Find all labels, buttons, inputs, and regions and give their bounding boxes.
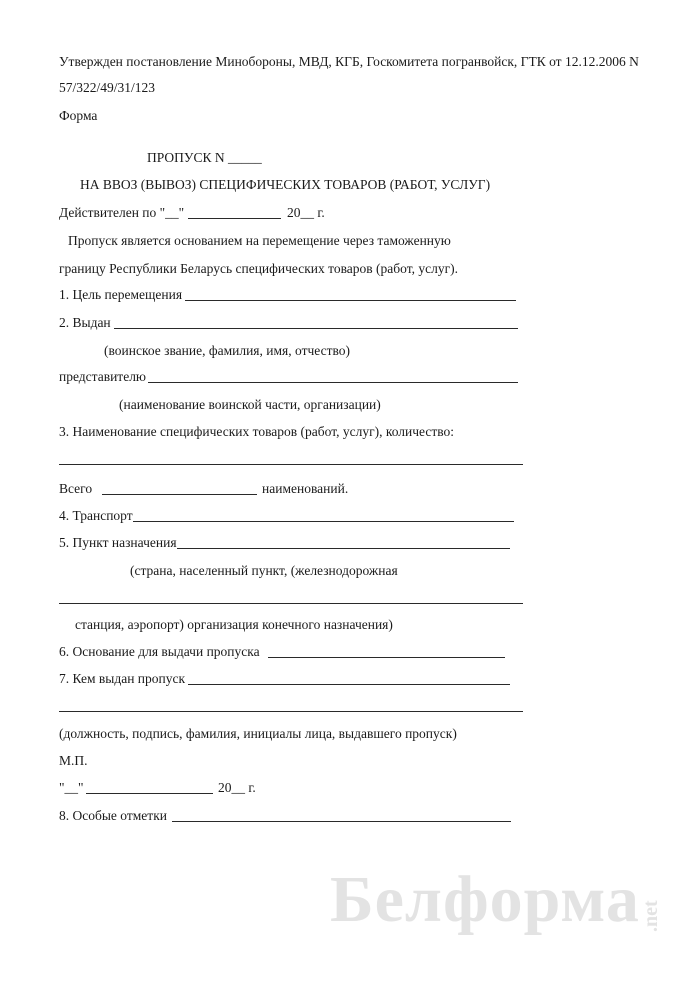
purpose-line[interactable] <box>185 300 516 301</box>
representative-hint: (наименование воинской части, организации) <box>119 397 381 412</box>
validity-year: 20__ г. <box>287 205 325 220</box>
issuer-line-2[interactable] <box>59 711 523 712</box>
pass-number-title: ПРОПУСК N _____ <box>147 150 262 165</box>
date-year: 20__ г. <box>218 780 256 795</box>
watermark-logo: Белформа <box>330 863 640 936</box>
special-notes-line[interactable] <box>172 821 511 822</box>
seal-label: М.П. <box>59 753 88 768</box>
total-suffix: наименований. <box>262 481 349 496</box>
purpose-label: 1. Цель перемещения <box>59 287 183 302</box>
goods-line[interactable] <box>59 464 523 465</box>
issued-to-label: 2. Выдан <box>59 315 111 330</box>
destination-line[interactable] <box>177 548 510 549</box>
issuer-label: 7. Кем выдан пропуск <box>59 671 186 686</box>
total-line[interactable] <box>102 494 257 495</box>
issued-to-line[interactable] <box>114 328 518 329</box>
date-month-line[interactable] <box>86 793 213 794</box>
destination-hint-1: (страна, населенный пункт, (железнодорожная <box>130 563 398 578</box>
total-prefix: Всего <box>59 481 93 496</box>
validity-prefix: Действителен по "__" <box>59 205 185 220</box>
issuer-line[interactable] <box>188 684 510 685</box>
special-notes-label: 8. Особые отметки <box>59 808 167 823</box>
basis-label: 6. Основание для выдачи пропуска <box>59 644 260 659</box>
transport-line[interactable] <box>133 521 514 522</box>
approval-line-2: 57/322/49/31/123 <box>59 80 156 95</box>
pass-subtitle: НА ВВОЗ (ВЫВОЗ) СПЕЦИФИЧЕСКИХ ТОВАРОВ (РАБОТ, УСЛУГ) <box>80 177 491 192</box>
destination-hint-2: станция, аэропорт) организация конечного назначения) <box>75 617 393 632</box>
intro-line-2: границу Республики Беларусь специфических товаров (работ, услуг). <box>59 261 459 276</box>
destination-label: 5. Пункт назначения <box>59 535 177 550</box>
watermark-net: .net <box>640 900 662 932</box>
intro-line-1: Пропуск является основанием на перемещение через таможенную <box>68 233 451 248</box>
date-prefix: "__" <box>59 780 84 795</box>
issued-to-hint: (воинское звание, фамилия, имя, отчество) <box>104 343 350 358</box>
approval-line-1: Утвержден постановление Минобороны, МВД, КГБ, Госкомитета погранвойск, ГТК от 12.12.2006 N <box>59 54 639 69</box>
representative-label: представителю <box>59 369 147 384</box>
basis-line[interactable] <box>268 657 505 658</box>
goods-label: 3. Наименование специфических товаров (работ, услуг), количество: <box>59 424 455 439</box>
destination-line-2[interactable] <box>59 603 523 604</box>
representative-line[interactable] <box>148 382 518 383</box>
validity-month-line[interactable] <box>188 218 281 219</box>
transport-label: 4. Транспорт <box>59 508 133 523</box>
issuer-hint: (должность, подпись, фамилия, инициалы лица, выдавшего пропуск) <box>59 726 457 741</box>
form-label: Форма <box>59 108 98 123</box>
